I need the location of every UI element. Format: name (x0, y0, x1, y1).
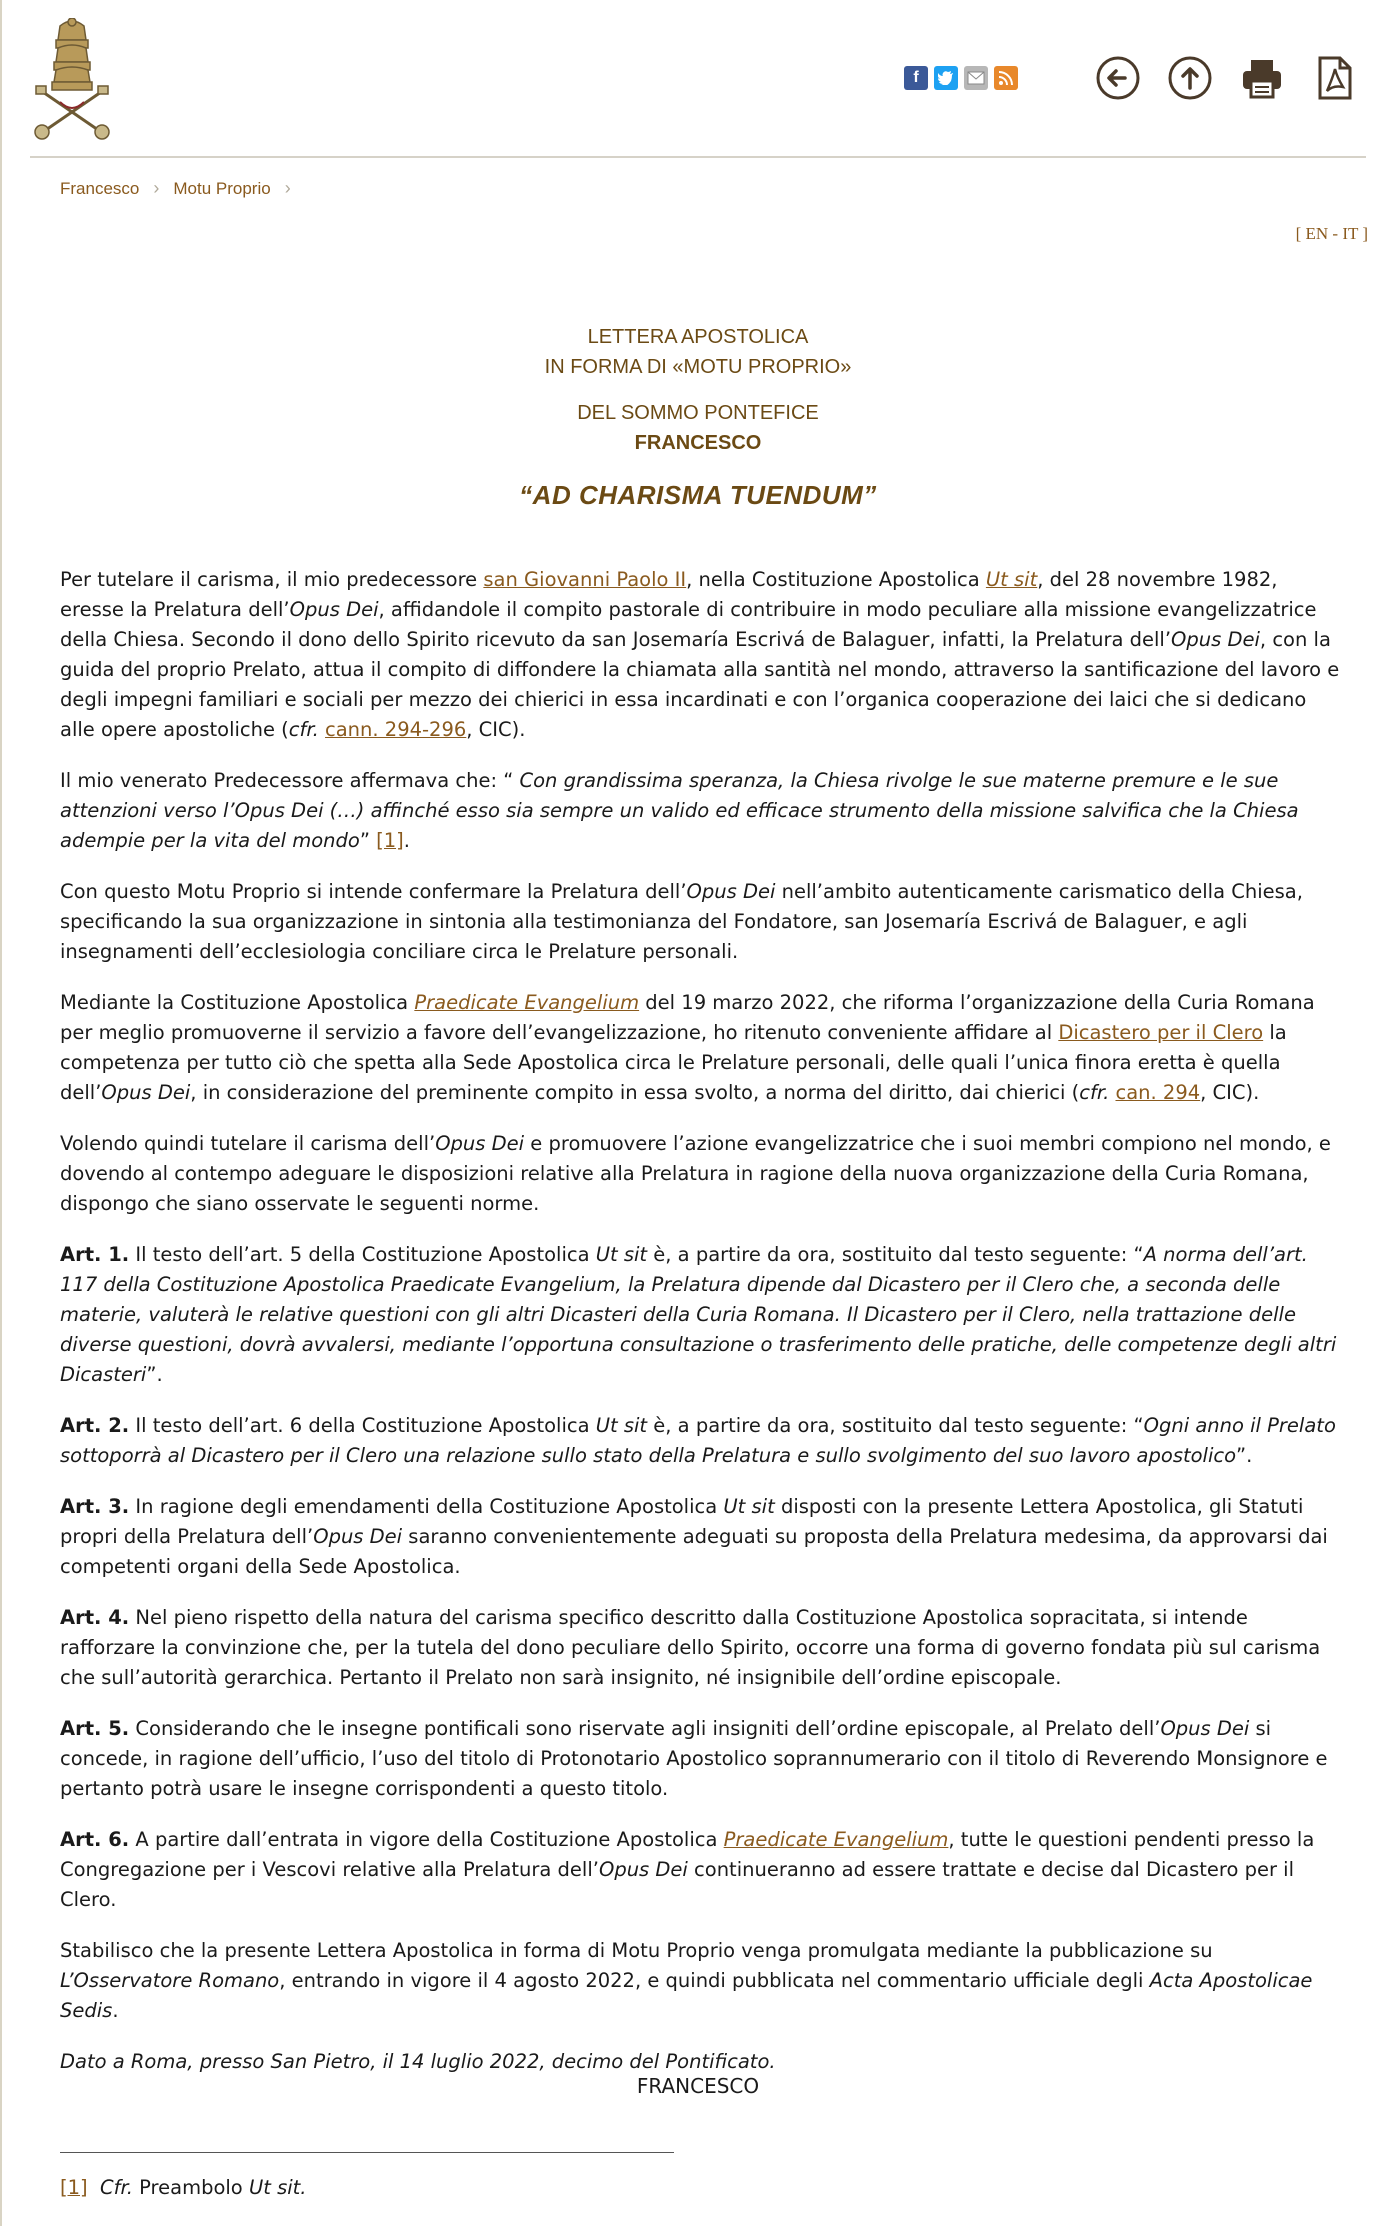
lang-it-link[interactable]: IT (1342, 224, 1359, 243)
lang-bracket-open: [ (1295, 224, 1306, 243)
link-dicastero-per-il-clero[interactable]: Dicastero per il Clero (1058, 1021, 1264, 1044)
paragraph-3: Con questo Motu Proprio si intende confermare la Prelatura dell’Opus Dei nell’ambito autenticamente carismatico della Chiesa, specificando la sua organizzazione in sintonia alla testimonianza del Fondatore, san Josemaría Escrivá de Balaguer, e agli insegnamenti dell’ecclesiologia conciliare circa le Prelature personali. (60, 880, 1303, 963)
chevron-right-icon: › (153, 178, 160, 198)
document-name: “AD CHARISMA TUENDUM” (519, 480, 877, 510)
lang-sep: - (1328, 224, 1343, 243)
article-2: Art. 2. Il testo dell’art. 6 della Costituzione Apostolica Ut sit è, a partire da ora, sostituito dal testo seguente: “Ogni anno il Prelato sottoporrà al Dicastero per il Clero una relazione sullo stato della Prelatura e sullo svolgimento del suo lavoro apostolico”. (60, 1414, 1336, 1467)
paragraph-2: Il mio venerato Predecessore affermava che: “ Con grandissima speranza, la Chiesa rivolge le sue materne premure e le sue attenzioni verso l’Opus Dei (…) affinché esso sia sempre un valido ed efficace strumento della missione salvifica che la Chiesa adempie per la vita del mondo” [1]. (60, 769, 1299, 852)
article-4: Art. 4. Nel pieno rispetto della natura del carisma specifico descritto dalla Costituzione Apostolica sopracitata, si intende rafforzare la convinzione che, per la tutela del dono peculiare dello Spirito, occorre una forma di governo fondata più sul carisma che sull’autorità gerarchica. Pertanto il Prelato non sarà insignito, né insignibile dell’ordine episcopale. (60, 1606, 1321, 1689)
back-arrow-icon[interactable] (1094, 54, 1142, 102)
link-praedicate-evangelium[interactable]: Praedicate Evangelium (414, 991, 640, 1014)
footnote-divider (60, 2152, 674, 2153)
rss-icon[interactable] (994, 66, 1018, 90)
language-switcher (1296, 224, 1368, 244)
papal-crest-icon[interactable] (30, 18, 114, 142)
breadcrumb (60, 178, 305, 199)
link-can-294[interactable]: can. 294 (1115, 1081, 1201, 1104)
paragraph-5: Volendo quindi tutelare il carisma dell’Opus Dei e promuovere l’azione evangelizzatrice che i suoi membri compiono nel mondo, e dovendo al contempo adeguare le disposizioni relative alla Prelatura in ragione della nuova organizzazione della Curia Romana, dispongo che siano osservate le seguenti norme. (60, 1132, 1331, 1215)
footnote-1: [1] Cfr. Preambolo Ut sit. (60, 2176, 307, 2199)
page-tools (1094, 54, 1358, 102)
footnote-ref-1[interactable]: [1] (376, 829, 404, 852)
article-1: Art. 1. Il testo dell’art. 5 della Costituzione Apostolica Ut sit è, a partire da ora, sostituito dal testo seguente: “A norma dell’art. 117 della Costituzione Apostolica Praedicate Evangelium, la Prelatura dipende dal Dicastero per il Clero che, a seconda delle materie, valuterà le relative questioni con gli altri Dicasteri della Curia Romana. Il Dicastero per il Clero, nella trattazione delle diverse questioni, dovrà avvalersi, mediante l’opportuna consultazione o trasferimento delle pratiche, delle competenze degli altri Dicasteri”. (60, 1243, 1337, 1386)
paragraph-1: Per tutelare il carisma, il mio predecessore san Giovanni Paolo II, nella Costituzione Apostolica Ut sit, del 28 novembre 1982, eresse la Prelatura dell’Opus Dei, affidandole il compito pastorale di contribuire in modo peculiare alla missione evangelizzatrice della Chiesa. Secondo il dono dello Spirito ricevuto da san Josemaría Escrivá de Balaguer, infatti, la Prelatura dell’Opus Dei, con la guida del proprio Prelato, attua il compito di diffondere la chiamata alla santità nel mondo, attraverso la santificazione del lavoro e degli impegni familiari e sociali per mezzo dei chierici in essa incardinati e con l’organica cooperazione dei laici che si dedicano alle opere apostoliche (cfr. cann. 294-296, CIC). (60, 568, 1340, 741)
link-cann-294-296[interactable]: cann. 294-296 (325, 718, 467, 741)
paragraph-6: Stabilisco che la presente Lettera Apostolica in forma di Motu Proprio venga promulgata mediante la pubblicazione su L’Osservatore Romano, entrando in vigore il 4 agosto 2022, e quindi pubblicata nel commentario ufficiale degli Acta Apostolicae Sedis. (60, 1939, 1313, 2022)
article-6: Art. 6. A partire dall’entrata in vigore della Costituzione Apostolica Praedicate Evangelium, tutte le questioni pendenti presso la Congregazione per i Vescovi relative alla Prelatura dell’Opus Dei continueranno ad essere trattate e decise dal Dicastero per il Clero. (60, 1828, 1315, 1911)
title-line-4: FRANCESCO (634, 432, 762, 454)
title-line-3: DEL SOMMO PONTEFICE (577, 402, 819, 424)
twitter-icon[interactable] (934, 66, 958, 90)
lang-en-link[interactable]: EN (1305, 224, 1329, 243)
article-3: Art. 3. In ragione degli emendamenti della Costituzione Apostolica Ut sit disposti con la presente Lettera Apostolica, gli Statuti propri della Prelatura dell’Opus Dei saranno convenientemente adeguati su proposta della Prelatura medesima, da approvarsi dai competenti organi della Sede Apostolica. (60, 1495, 1328, 1578)
title-line-2: IN FORMA DI «MOTU PROPRIO» (544, 356, 852, 378)
link-san-giovanni-paolo-ii[interactable]: san Giovanni Paolo II (483, 568, 687, 591)
chevron-right-icon: › (284, 178, 291, 198)
breadcrumb-item-motu-proprio[interactable]: Motu Proprio (173, 178, 271, 198)
header-divider (30, 156, 1366, 158)
link-ut-sit[interactable]: Ut sit (985, 568, 1038, 591)
breadcrumb-item-francesco[interactable]: Francesco (60, 178, 140, 198)
up-arrow-icon[interactable] (1166, 54, 1214, 102)
article-5: Art. 5. Considerando che le insegne pontificali sono riservate agli insigniti dell’ordine episcopale, al Prelato dell’Opus Dei si concede, in ragione dell’ufficio, l’uso del titolo di Protonotario Apostolico soprannumerario con il titolo di Reverendo Monsignore e pertanto potrà usare le insegne corrispondenti a questo titolo. (60, 1717, 1328, 1800)
document-title-block (0, 322, 1396, 511)
link-praedicate-evangelium-2[interactable]: Praedicate Evangelium (723, 1828, 949, 1851)
signature: FRANCESCO (636, 2074, 760, 2098)
paragraph-7: Dato a Roma, presso San Pietro, il 14 luglio 2022, decimo del Pontificato. (60, 2050, 776, 2073)
footnote-backref[interactable]: [1] (60, 2176, 88, 2199)
title-line-1: LETTERA APOSTOLICA (587, 326, 809, 348)
print-icon[interactable] (1238, 54, 1286, 102)
document-body (60, 565, 1346, 2098)
lang-bracket-close: ] (1358, 224, 1368, 243)
paragraph-4: Mediante la Costituzione Apostolica Praedicate Evangelium del 19 marzo 2022, che riforma l’organizzazione della Curia Romana per meglio promuoverne il servizio a favore dell’evangelizzazione, ho ritenuto conveniente affidare al Dicastero per il Clero la competenza per tutto ciò che spetta alla Sede Apostolica circa le Prelature personali, delle quali l’unica finora eretta è quella dell’Opus Dei, in considerazione del preminente compito in essa svolto, a norma del diritto, dai chierici (cfr. can. 294, CIC). (60, 991, 1315, 1104)
email-icon[interactable] (964, 66, 988, 90)
share-buttons (904, 66, 1018, 90)
facebook-icon[interactable]: f (904, 66, 928, 90)
pdf-icon[interactable] (1310, 54, 1358, 102)
